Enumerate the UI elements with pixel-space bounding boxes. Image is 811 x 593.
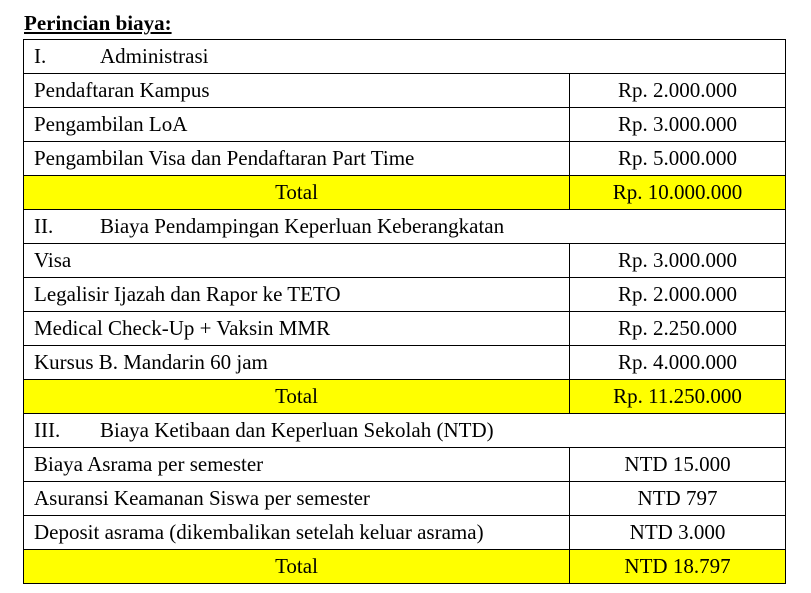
table-row [24,244,786,278]
item-value: Rp. 3.000.000 [570,244,786,278]
item-value: Rp. 2.000.000 [570,278,786,312]
table-row [24,142,786,176]
item-value: Rp. 3.000.000 [570,108,786,142]
table-row [24,312,786,346]
total-label: Total [24,380,570,414]
item-label: Asuransi Keamanan Siswa per semester [24,482,570,516]
section-header-row [24,414,786,448]
item-label: Pengambilan Visa dan Pendaftaran Part Time [24,142,570,176]
item-label: Pendaftaran Kampus [24,74,570,108]
table-row [24,516,786,550]
section-header [24,40,786,74]
total-label: Total [24,176,570,210]
table-row [24,482,786,516]
section-header [24,414,786,448]
total-value: NTD 18.797 [570,550,786,584]
section-number: I. [34,44,47,68]
cost-breakdown-table [23,39,786,584]
total-value: Rp. 10.000.000 [570,176,786,210]
item-label: Medical Check-Up + Vaksin MMR [24,312,570,346]
item-label: Legalisir Ijazah dan Rapor ke TETO [24,278,570,312]
item-label: Kursus B. Mandarin 60 jam [24,346,570,380]
item-label: Visa [24,244,570,278]
total-row [24,550,786,584]
table-row [24,74,786,108]
section-number: II. [34,214,54,238]
section-header-row [24,40,786,74]
item-value: Rp. 4.000.000 [570,346,786,380]
section-header [24,210,786,244]
item-value: NTD 797 [570,482,786,516]
page-title: Perincian biaya: [24,11,172,35]
total-value: Rp. 11.250.000 [570,380,786,414]
total-row [24,176,786,210]
item-label: Deposit asrama (dikembalikan setelah keluar asrama) [24,516,570,550]
section-title: Biaya Ketibaan dan Keperluan Sekolah (NTD) [100,418,494,442]
section-title: Biaya Pendampingan Keperluan Keberangkatan [100,214,505,238]
table-row [24,108,786,142]
section-header-row [24,210,786,244]
section-title: Administrasi [100,44,209,68]
total-row [24,380,786,414]
section-number: III. [34,418,61,442]
item-label: Pengambilan LoA [24,108,570,142]
item-value: Rp. 5.000.000 [570,142,786,176]
item-value: Rp. 2.250.000 [570,312,786,346]
item-value: Rp. 2.000.000 [570,74,786,108]
table-row [24,346,786,380]
total-label: Total [24,550,570,584]
table-row [24,278,786,312]
table-row [24,448,786,482]
item-value: NTD 3.000 [570,516,786,550]
item-label: Biaya Asrama per semester [24,448,570,482]
item-value: NTD 15.000 [570,448,786,482]
